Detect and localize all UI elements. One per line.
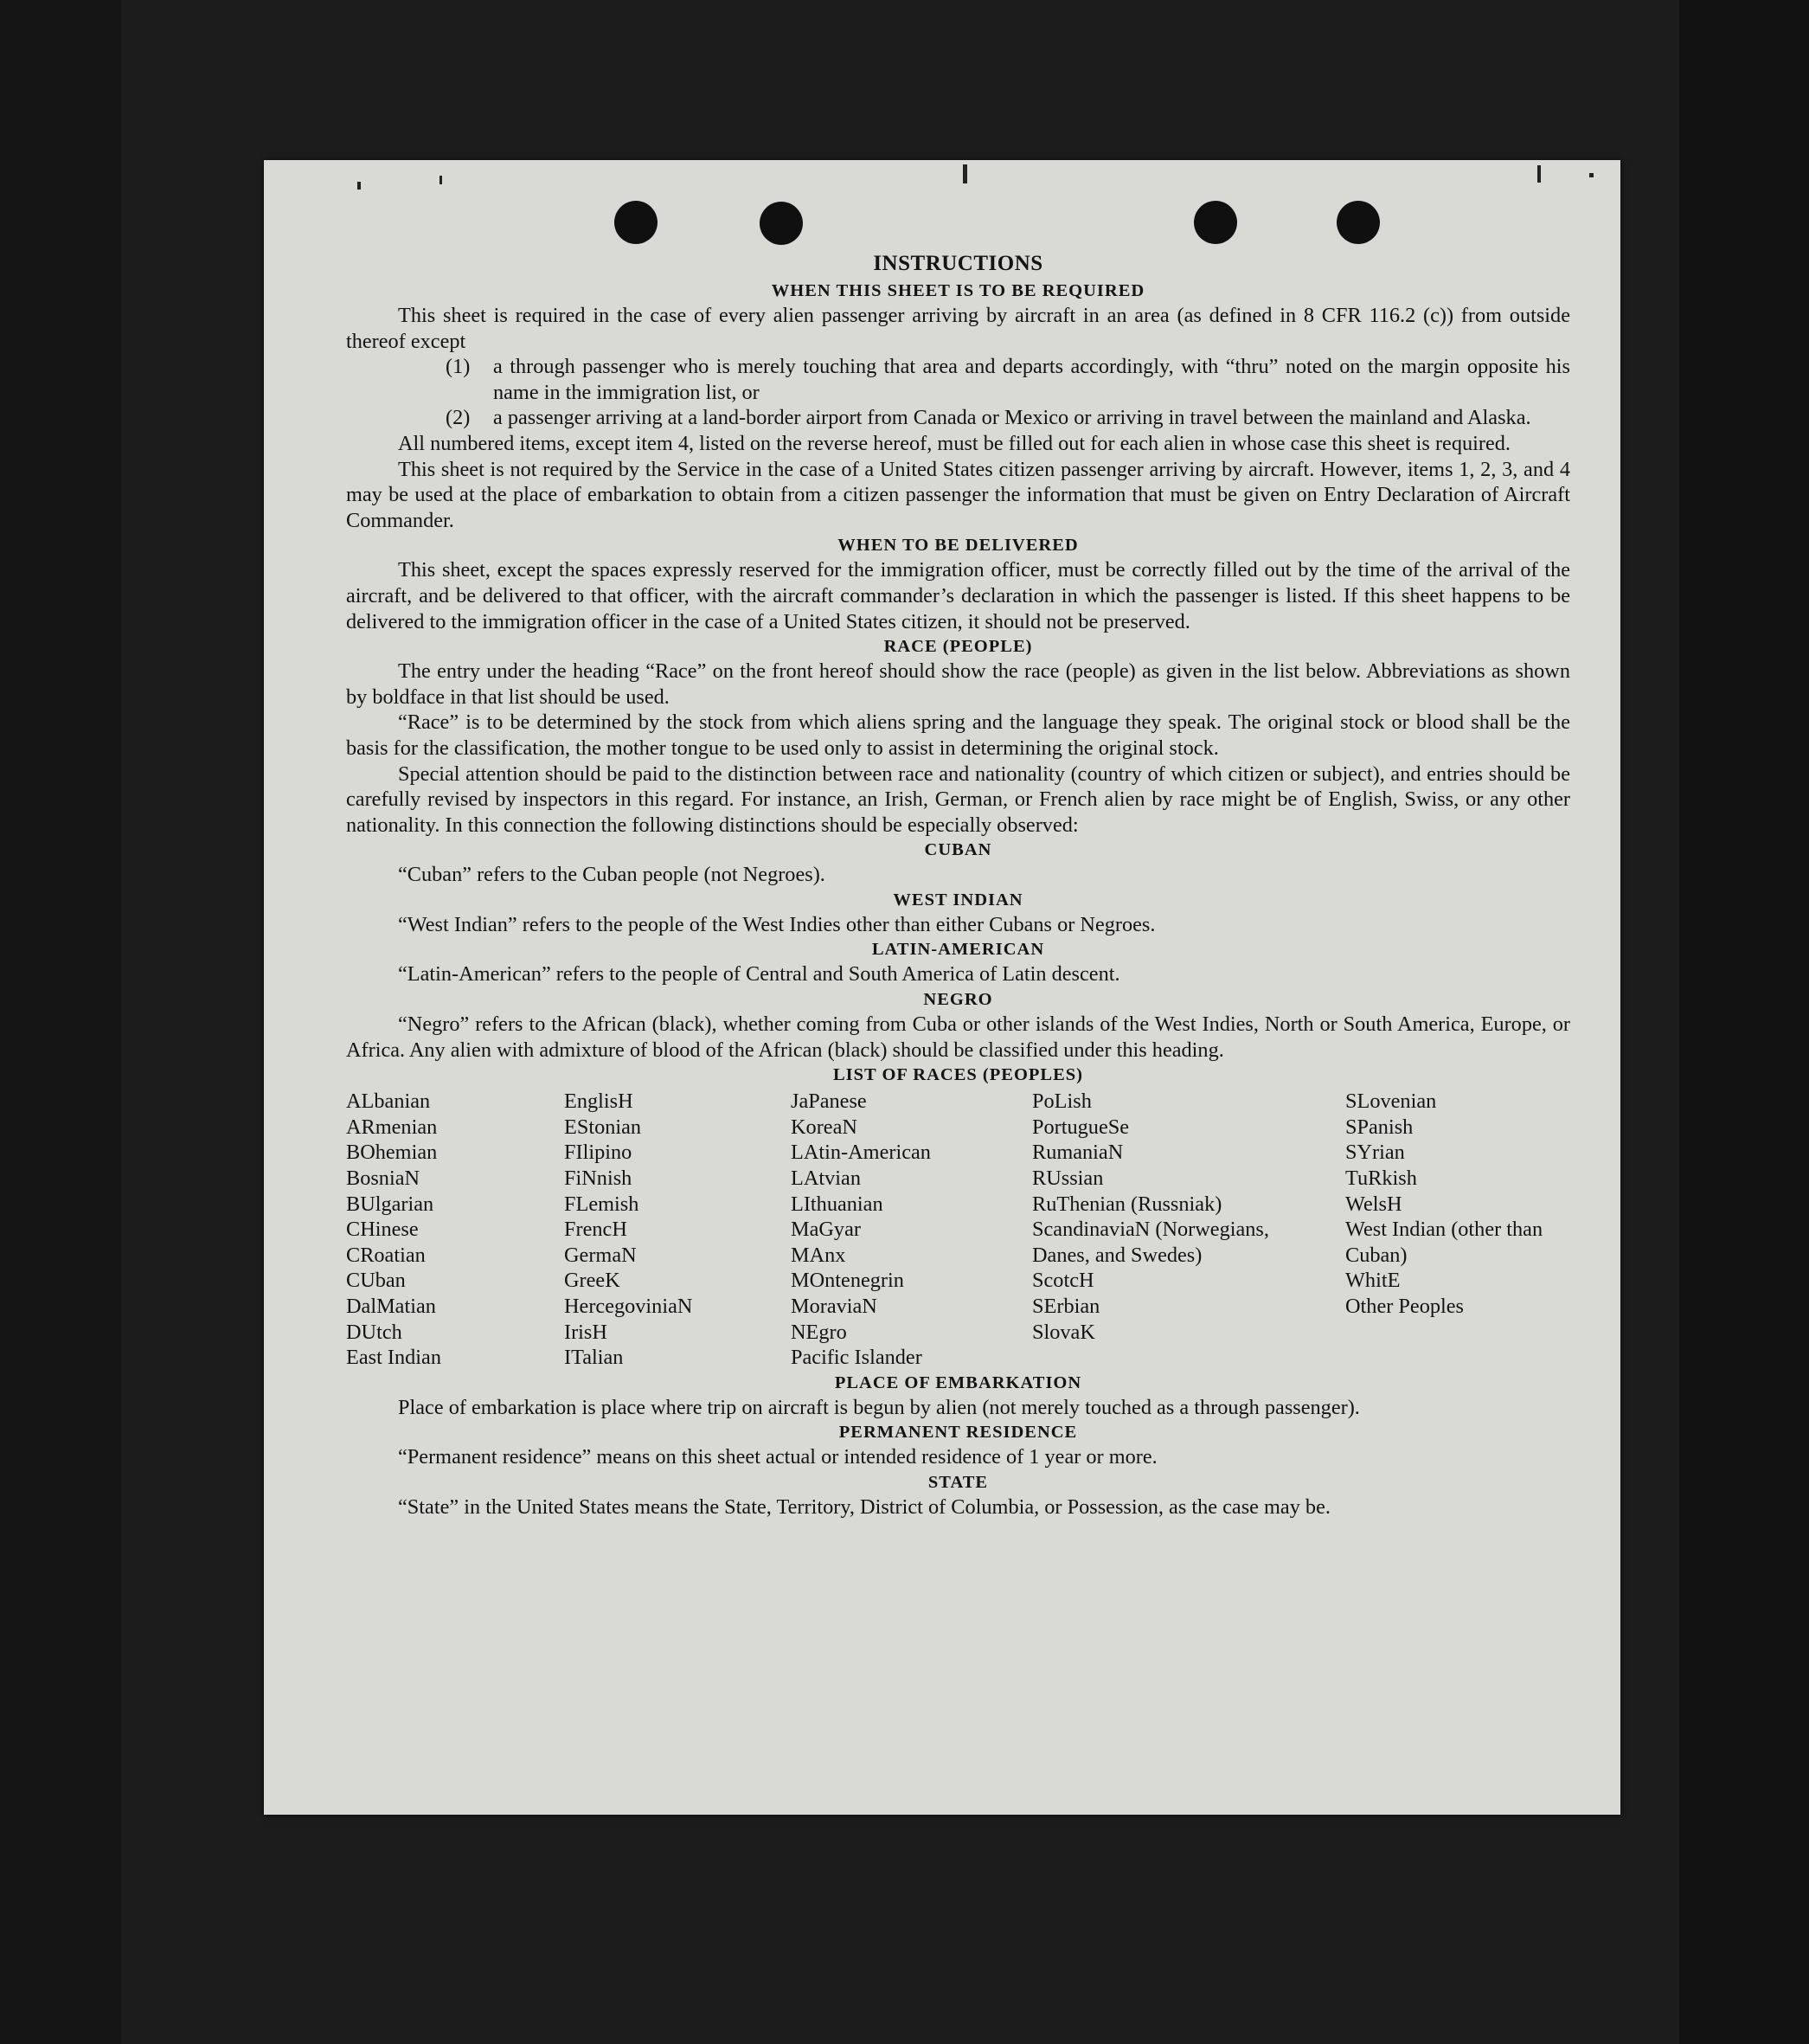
exception-text: a through passenger who is merely touching that area and departs accordingly, with “thru” noted on the margin opposite his name in the immigration list, or [493, 355, 1570, 404]
race-entry: ScotcH [1032, 1269, 1094, 1293]
race-entry: LAtvian [791, 1167, 861, 1191]
race-entry: ITalian [564, 1346, 624, 1370]
heading-list-of-races: LIST OF RACES (PEOPLES) [833, 1065, 1083, 1085]
scan-speck [439, 176, 442, 184]
exception-number: (2) [446, 406, 471, 430]
race-entry: SErbian [1032, 1295, 1100, 1318]
race-entry: HercegoviniaN [564, 1295, 693, 1318]
race-entry: DalMatian [346, 1295, 436, 1318]
heading-cuban: CUBAN [924, 840, 992, 860]
scan-border-right [1679, 0, 1809, 2044]
heading-permanent-residence: PERMANENT RESIDENCE [838, 1423, 1078, 1443]
paragraph-delivered: This sheet, except the spaces expressly reserved for the immigration officer, must be correctly filled out by the time of the arrival of the aircraft, and be delivered to that officer, with the aircraft commander’s declaration in which the passenger is listed. If this sheet happens to be delivered to the immigration officer in the case of a United States citizen, it should not be preserved. [346, 558, 1570, 633]
race-column-4 [1032, 1089, 1345, 1371]
race-entry: CRoatian [346, 1243, 426, 1267]
race-entry: ScandinaviaN (Norwegians, Danes, and Swedes) [1032, 1218, 1269, 1267]
heading-place-of-embarkation: PLACE OF EMBARKATION [834, 1372, 1082, 1392]
race-column-3 [791, 1089, 1032, 1371]
race-entry: BUlgarian [346, 1192, 434, 1216]
heading-latin-american: LATIN-AMERICAN [871, 940, 1045, 960]
race-entry: MOntenegrin [791, 1269, 904, 1293]
paragraph-race-1: The entry under the heading “Race” on the front hereof should show the race (people) as given in the list below. Abbreviations as shown by boldface in that list should be used. [346, 659, 1570, 709]
race-entry: Pacific Islander [791, 1346, 922, 1370]
paragraph-embarkation: Place of embarkation is place where trip on aircraft is begun by alien (not merely touched as a through passenger). [398, 1395, 1360, 1419]
race-entry: RuThenian (Russniak) [1032, 1192, 1222, 1216]
paragraph-west-indian: “West Indian” refers to the people of the West Indies other than either Cubans or Negroes. [398, 912, 1156, 936]
punch-hole [1194, 201, 1237, 244]
race-entry: EnglisH [564, 1089, 633, 1114]
race-entry: LAtin-American [791, 1141, 931, 1165]
heading-race: RACE (PEOPLE) [883, 637, 1033, 657]
race-entry: GreeK [564, 1269, 620, 1293]
race-entry: West Indian (other than Cuban) [1345, 1218, 1543, 1267]
heading-when-delivered: WHEN TO BE DELIVERED [837, 536, 1079, 556]
race-entry: FLemish [564, 1192, 639, 1216]
race-entry: WhitE [1345, 1269, 1401, 1293]
race-entry: FiNnish [564, 1167, 632, 1191]
race-entry: ARmenian [346, 1115, 438, 1139]
punch-hole [614, 201, 658, 244]
race-entry: SlovaK [1032, 1320, 1095, 1344]
paragraph-state: “State” in the United States means the State, Territory, District of Columbia, or Possession, as the case may be. [398, 1494, 1331, 1519]
instructions-body [346, 251, 1570, 1520]
heading-west-indian: WEST INDIAN [893, 890, 1023, 910]
race-entry: PoLish [1032, 1089, 1092, 1114]
scan-speck [963, 164, 967, 183]
exception-item-1 [346, 354, 1570, 405]
scan-speck [357, 182, 361, 190]
race-entry: Other Peoples [1345, 1295, 1464, 1318]
exception-item-2 [346, 405, 1570, 431]
race-entry: MoraviaN [791, 1295, 877, 1318]
race-entry: FIlipino [564, 1141, 632, 1165]
paragraph-residence: “Permanent residence” means on this sheet actual or intended residence of 1 year or more. [398, 1445, 1158, 1469]
exception-number: (1) [446, 355, 471, 379]
race-column-5 [1345, 1089, 1570, 1371]
scan-speck [1589, 173, 1594, 177]
race-column-1 [346, 1089, 564, 1371]
paragraph-numbered-items: All numbered items, except item 4, listed on the reverse hereof, must be filled out for each alien in whose case this sheet is required. [398, 431, 1511, 455]
race-entry: MAnx [791, 1243, 846, 1267]
heading-state: STATE [927, 1472, 989, 1492]
race-entry: RumaniaN [1032, 1141, 1124, 1165]
race-entry: SPanish [1345, 1115, 1414, 1139]
heading-when-required: WHEN THIS SHEET IS TO BE REQUIRED [771, 281, 1145, 300]
race-entry: East Indian [346, 1346, 441, 1370]
race-entry: NEgro [791, 1320, 847, 1344]
race-entry: EStonian [564, 1115, 642, 1139]
race-entry: JaPanese [791, 1089, 867, 1114]
race-entry: MaGyar [791, 1218, 861, 1242]
scan-border-left [0, 0, 121, 2044]
race-entry: CHinese [346, 1218, 419, 1242]
paragraph-not-required: This sheet is not required by the Service in the case of a United States citizen passenger arriving by aircraft. However, items 1, 2, 3, and 4 may be used at the place of embarkation to obtain from a citizen passenger the information that must be given on Entry Declaration of Aircraft Commander. [346, 457, 1570, 532]
race-entry: PortugueSe [1032, 1115, 1130, 1139]
race-entry: LIthuanian [791, 1192, 883, 1216]
race-entry: ALbanian [346, 1089, 431, 1114]
punch-hole [760, 202, 803, 245]
paragraph-negro: “Negro” refers to the African (black), whether coming from Cuba or other islands of the West Indies, North or South America, Europe, or Africa. Any alien with admixture of blood of the African (black) should be classified under this heading. [346, 1012, 1570, 1062]
race-entry: GermaN [564, 1243, 637, 1267]
race-entry: BosniaN [346, 1167, 420, 1191]
race-entry: RUssian [1032, 1167, 1104, 1191]
race-entry: KoreaN [791, 1115, 857, 1139]
race-entry: CUban [346, 1269, 406, 1293]
punch-hole [1337, 201, 1380, 244]
paragraph-cuban: “Cuban” refers to the Cuban people (not Negroes). [398, 863, 825, 887]
exception-text: a passenger arriving at a land-border airport from Canada or Mexico or arriving in travel between the mainland and Alaska. [493, 406, 1531, 430]
race-column-2 [564, 1089, 791, 1371]
race-entry: WelsH [1345, 1192, 1402, 1216]
race-entry: IrisH [564, 1320, 607, 1344]
race-entry: SLovenian [1345, 1089, 1437, 1114]
document-sheet [264, 160, 1620, 1815]
scan-speck [1537, 165, 1541, 183]
heading-negro: NEGRO [923, 990, 993, 1010]
race-entry: BOhemian [346, 1141, 438, 1165]
race-entry: SYrian [1345, 1141, 1405, 1165]
page-title: INSTRUCTIONS [873, 252, 1043, 275]
race-entry: DUtch [346, 1320, 402, 1344]
paragraph-latin-american: “Latin-American” refers to the people of Central and South America of Latin descent. [398, 962, 1120, 987]
race-entry: FrencH [564, 1218, 627, 1242]
race-list [346, 1089, 1570, 1371]
race-entry: TuRkish [1345, 1167, 1417, 1191]
paragraph-race-3: Special attention should be paid to the distinction between race and nationality (country of which citizen or subject), and entries should be carefully revised by inspectors in this regard. For instance, an Irish, German, or French alien by race might be of English, Swiss, or any other nationality. In this connection the following distinctions should be especially observed: [346, 762, 1570, 837]
paragraph-race-2: “Race” is to be determined by the stock from which aliens spring and the language they speak. The original stock or blood shall be the basis for the classification, the mother tongue to be used only to assist in determining the original stock. [346, 710, 1570, 760]
paragraph-required-intro: This sheet is required in the case of every alien passenger arriving by aircraft in an area (as defined in 8 CFR 116.2 (c)) from outside thereof except [346, 304, 1570, 353]
